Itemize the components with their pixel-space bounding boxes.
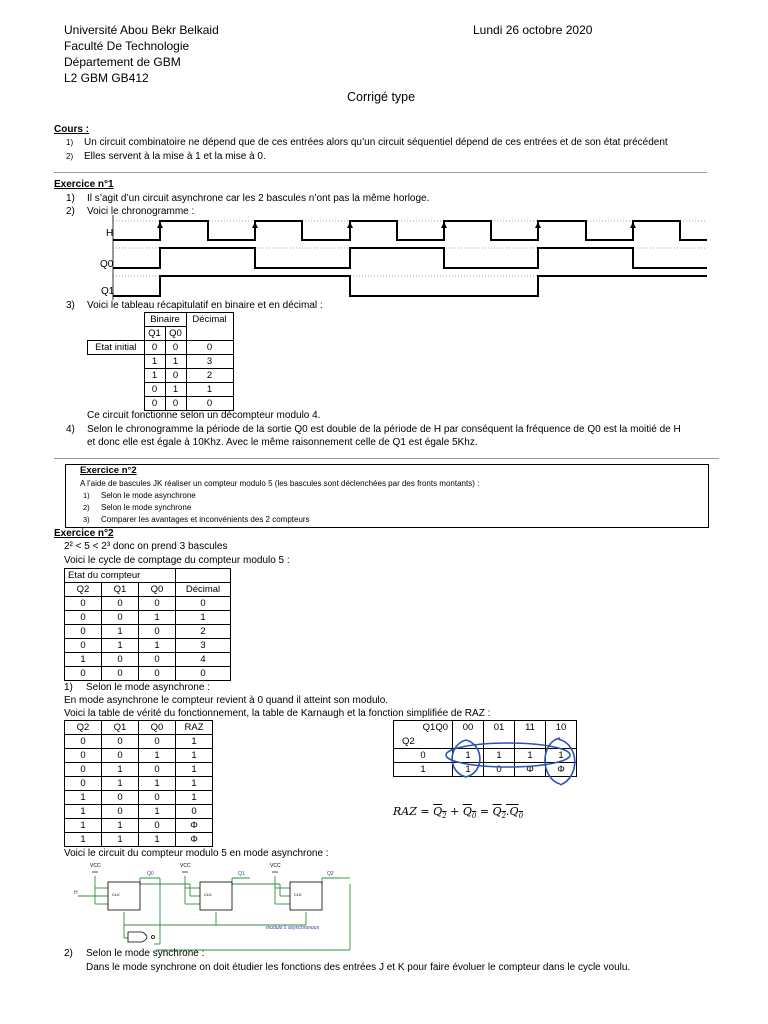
table-cell: 1 (139, 639, 176, 653)
circuit-output-q0: Q0 (147, 871, 154, 877)
sync-title-text: Selon le mode synchrone : (86, 948, 205, 959)
chrono-label-q0: Q0 (100, 259, 114, 270)
table-cell: 1 (65, 833, 102, 847)
ex2box-item-3-text: Comparer les avantages et inconvénients des 2 compteurs (101, 515, 310, 524)
table-cell: 0 (102, 735, 139, 749)
table-cell: 1 (176, 791, 213, 805)
async-text-1: En mode asynchrone le compteur revient à 0 quand il atteint son modulo. (64, 695, 389, 706)
table-cell: 0 (139, 819, 176, 833)
formula-eq: = (420, 805, 430, 818)
chrono-label-q1: Q1 (101, 286, 115, 297)
table-cell: 0 (176, 667, 231, 681)
ex1-item-4-line1: Selon le chronogramme la période de la sortie Q0 est double de la période de H par conséquent la fréquence de Q0 est la moitié de H (87, 424, 681, 435)
circuit-input-h: H (74, 890, 78, 896)
karnaugh-row-label: 0 (394, 749, 453, 763)
table-cell: 1 (176, 749, 213, 763)
ff2-clk-label: CLK (294, 892, 302, 897)
table-cell: 0 (139, 791, 176, 805)
cours-item-1-num: 1) (66, 138, 74, 147)
table-cell: 3 (186, 355, 233, 369)
formula-plus: + (450, 805, 460, 818)
table-cell: 1 (102, 819, 139, 833)
vcc-label-0: VCC (90, 863, 101, 869)
cours-heading: Cours : (54, 124, 89, 135)
table-cell: 1 (139, 805, 176, 819)
university-name: Université Abou Bekr Belkaid (64, 23, 219, 37)
ex2box-item-1-text: Selon le mode asynchrone (101, 491, 196, 500)
table-cell: 0 (65, 639, 102, 653)
table-cell: 1 (139, 611, 176, 625)
recap-header-binaire: Binaire (144, 313, 186, 327)
ex2-inequality: 2² < 5 < 2³ donc on prend 3 bascules (64, 541, 228, 552)
truth-header-q0: Q0 (139, 721, 176, 735)
table-cell: 0 (165, 341, 186, 355)
formula-dot: . (506, 805, 510, 818)
table-cell: 0 (144, 383, 165, 397)
ex1-item-3-text: Voici le tableau récapitulatif en binaire et en décimal : (87, 300, 323, 311)
formula-lhs: RAZ (393, 805, 417, 818)
ex1-item-1-text: Il s’agit d’un circuit asynchrone car les 2 bascules n’ont pas la même horloge. (87, 193, 430, 204)
async-title-text: Selon le mode asynchrone : (86, 682, 210, 693)
table-cell: 0 (176, 805, 213, 819)
faculty-name: Faculté De Technologie (64, 39, 190, 53)
sync-title (64, 948, 204, 961)
table-cell: 0 (139, 653, 176, 667)
nand-bubble (152, 936, 155, 939)
ex2box-item-1-num: 1) (83, 491, 90, 500)
formula-eq2: = (479, 805, 490, 818)
karnaugh-col-10: 10 (546, 721, 577, 749)
ex2-heading: Exercice n°2 (54, 528, 114, 539)
ex2box-item-3-num: 3) (83, 515, 90, 524)
page-title: Corrigé type (347, 90, 416, 104)
table-cell: 0 (139, 597, 176, 611)
cycle-header-q1: Q1 (102, 583, 139, 597)
recap-header-q0: Q0 (165, 327, 186, 341)
ex2box-title: Exercice n°2 (80, 465, 137, 476)
table-cell: 0 (102, 749, 139, 763)
ex1-heading: Exercice n°1 (54, 179, 114, 190)
formula-t1-var: Q (433, 805, 443, 818)
table-cell: 1 (144, 355, 165, 369)
karnaugh-row-label: 1 (394, 763, 453, 777)
table-cell: 0 (65, 611, 102, 625)
recap-row-label: Etat initial (88, 341, 145, 355)
table-cell: 0 (144, 397, 165, 411)
table-cell: 0 (186, 397, 233, 411)
table-cell: 0 (102, 667, 139, 681)
circuit-output-q2: Q2 (327, 871, 334, 877)
table-cell: 1 (102, 639, 139, 653)
table-cell: 1 (139, 777, 176, 791)
ff1-clk-label: CLK (204, 892, 212, 897)
async-text-2: Voici la table de vérité du fonctionnement, la table de Karnaugh et la fonction simplifiée de RAZ : (64, 708, 491, 719)
karnaugh-cell: Φ (546, 763, 577, 777)
table-cell: 4 (176, 653, 231, 667)
cycle-header-q0: Q0 (139, 583, 176, 597)
table-cell: 0 (65, 749, 102, 763)
table-cell: 1 (186, 383, 233, 397)
table-cell: 1 (144, 369, 165, 383)
formula-t2-var: Q (462, 805, 472, 818)
table-cell: 0 (65, 625, 102, 639)
table-cell: 0 (165, 397, 186, 411)
karnaugh-cell: 1 (453, 763, 484, 777)
table-cell: 1 (176, 777, 213, 791)
ex1-item-2-text: Voici le chronogramme : (87, 206, 195, 217)
vcc-label-2: VCC (270, 863, 281, 869)
cycle-header-q2: Q2 (65, 583, 102, 597)
karnaugh-cell: 1 (484, 749, 515, 763)
formula-t4-var: Q (509, 805, 519, 818)
cours-item-1-text: Un circuit combinatoire ne dépend que de ces entrées alors qu’un circuit séquentiel dépend de ces entrées et de son état précédent (84, 137, 668, 148)
table-cell: 0 (102, 611, 139, 625)
karnaugh-col-11: 11 (515, 721, 546, 749)
sync-num: 2) (64, 948, 73, 959)
class-name: L2 GBM GB412 (64, 71, 149, 85)
truth-header-q1: Q1 (102, 721, 139, 735)
circuit-intro: Voici le circuit du compteur modulo 5 en mode asynchrone : (64, 848, 329, 859)
table-cell: 1 (65, 653, 102, 667)
karnaugh-cell: 1 (546, 749, 577, 763)
formula-t1-sub: 2 (442, 812, 447, 821)
formula-t4-sub: 0 (518, 812, 524, 821)
karnaugh-col-00: 00 (453, 721, 484, 749)
table-cell: 1 (102, 777, 139, 791)
truth-header-raz: RAZ (176, 721, 213, 735)
ex2box-item-2-num: 2) (83, 503, 90, 512)
formula-t2-sub: 0 (471, 812, 477, 821)
table-cell: 0 (65, 735, 102, 749)
document-date: Lundi 26 octobre 2020 (473, 23, 593, 37)
table-cell: Φ (176, 833, 213, 847)
table-cell: 2 (186, 369, 233, 383)
department-name: Département de GBM (64, 55, 181, 69)
table-cell: 0 (186, 341, 233, 355)
table-cell: 0 (65, 777, 102, 791)
karnaugh-col-01: 01 (484, 721, 515, 749)
table-cell: 1 (176, 735, 213, 749)
table-cell: 2 (176, 625, 231, 639)
table-cell: 1 (65, 805, 102, 819)
formula-t3-var: Q (492, 805, 502, 818)
formula-t3-sub: 2 (501, 812, 507, 821)
ex2box-intro: A l’aide de bascules JK réaliser un compteur modulo 5 (les bascules sont déclenchées par des fronts montants) : (80, 479, 480, 488)
table-cell: 0 (102, 597, 139, 611)
table-cell: 0 (65, 763, 102, 777)
table-cell: 0 (102, 791, 139, 805)
table-cell: 0 (139, 735, 176, 749)
nand-gate (128, 932, 147, 942)
cours-item-2-text: Elles servent à la mise à 1 et la mise à 0. (84, 151, 266, 162)
table-cell: 0 (65, 597, 102, 611)
cycle-group-header: Etat du compteur (65, 569, 176, 583)
table-cell: 0 (65, 667, 102, 681)
table-cell: 0 (176, 597, 231, 611)
ex2box-item-2-text: Selon le mode synchrone (101, 503, 192, 512)
karnaugh-corner-left: Q2 (402, 736, 415, 747)
ex1-item-3-num: 3) (66, 300, 75, 311)
ex2-cycle-intro: Voici le cycle de comptage du compteur modulo 5 : (64, 555, 290, 566)
table-cell: 1 (165, 355, 186, 369)
table-cell: 1 (65, 819, 102, 833)
table-cell: 3 (176, 639, 231, 653)
table-cell: 1 (139, 749, 176, 763)
ex1-note: Ce circuit fonctionne selon un décompteur modulo 4. (87, 410, 321, 421)
table-cell: 1 (139, 833, 176, 847)
recap-header-decimal: Décimal (186, 313, 233, 341)
table-cell: 1 (176, 763, 213, 777)
karnaugh-cell: 1 (453, 749, 484, 763)
ex1-item-4-num: 4) (66, 424, 75, 435)
karnaugh-corner-top: Q1Q0 (422, 722, 448, 733)
table-cell: Φ (176, 819, 213, 833)
cycle-header-decimal: Décimal (176, 583, 231, 597)
table-cell: 1 (65, 791, 102, 805)
chrono-label-h: H (106, 228, 114, 239)
table-cell: 1 (102, 833, 139, 847)
table-cell: 0 (102, 653, 139, 667)
circuit-caption: modulo 5 asynchronous (266, 925, 320, 931)
circuit-output-q1: Q1 (238, 871, 245, 877)
vcc-label-1: VCC (180, 863, 191, 869)
table-cell: 1 (102, 625, 139, 639)
table-cell: 1 (165, 383, 186, 397)
karnaugh-cell: 0 (484, 763, 515, 777)
sync-text: Dans le mode synchrone on doit étudier les fonctions des entrées J et K pour faire évoluer le compteur dans le cycle voulu. (86, 962, 631, 973)
recap-header-q1: Q1 (144, 327, 165, 341)
ex1-item-2-num: 2) (66, 206, 75, 217)
cours-item-2-num: 2) (66, 152, 74, 161)
table-cell: 0 (165, 369, 186, 383)
table-cell: 0 (139, 763, 176, 777)
karnaugh-cell: 1 (515, 749, 546, 763)
table-cell: 1 (102, 763, 139, 777)
table-cell: 0 (144, 341, 165, 355)
ex1-item-4-line2: et donc elle est égale à 10Khz. Avec le même raisonnement celle de Q1 est égale 5Khz. (87, 437, 478, 448)
table-cell: 1 (176, 611, 231, 625)
karnaugh-cell: Φ (515, 763, 546, 777)
ex1-item-1-num: 1) (66, 193, 75, 204)
truth-header-q2: Q2 (65, 721, 102, 735)
ff0-clk-label: CLK (112, 892, 120, 897)
table-cell: 0 (139, 667, 176, 681)
table-cell: 0 (102, 805, 139, 819)
async-num: 1) (64, 682, 73, 693)
table-cell: 0 (139, 625, 176, 639)
